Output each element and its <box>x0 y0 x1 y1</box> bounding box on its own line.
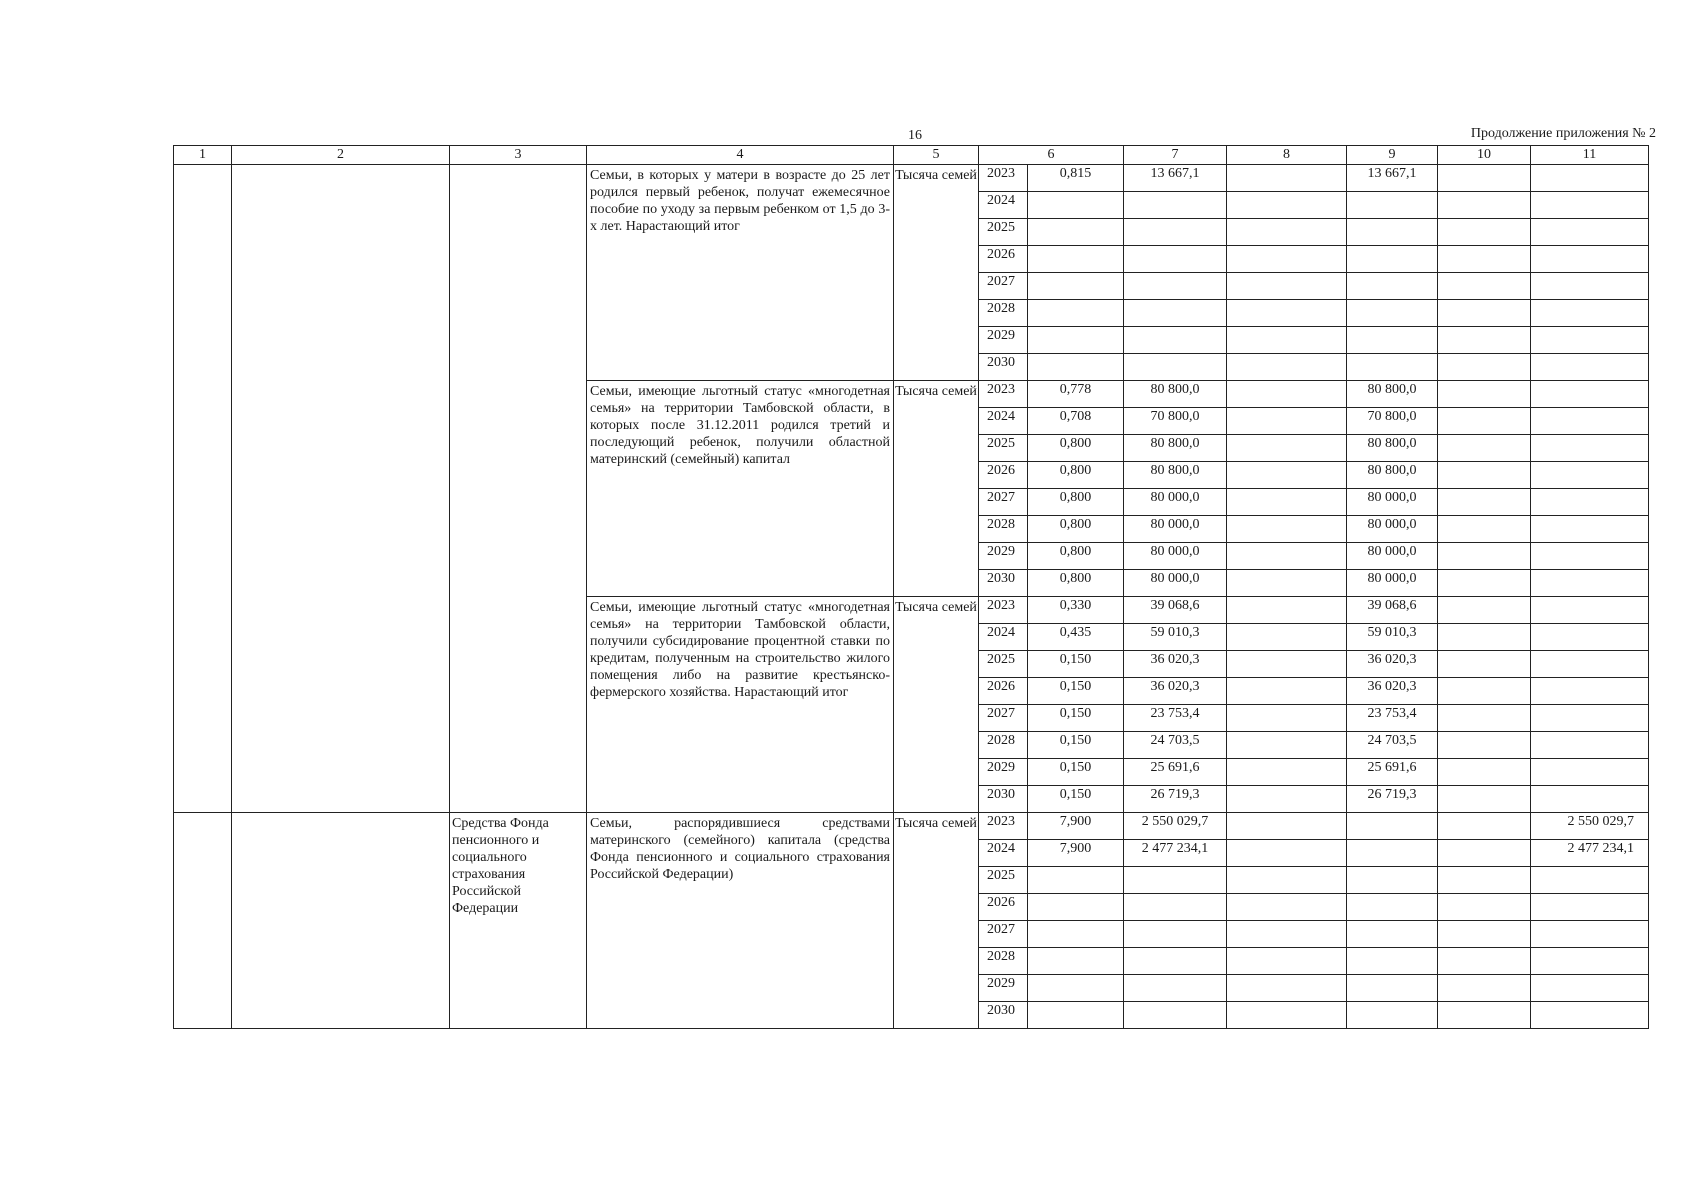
value-cell-11 <box>1531 327 1649 354</box>
year-cell: 2026 <box>979 678 1028 705</box>
value-cell-8 <box>1227 624 1347 651</box>
value-cell-6: 0,800 <box>1028 543 1124 570</box>
indicator-description: Семьи, имеющие льготный статус «многодетная семья» на территории Тамбовской области, в которых после 31.12.2011 родился третий и последующий ребенок, получили областной материнский (семейный) капитал <box>587 381 894 597</box>
value-cell-8 <box>1227 165 1347 192</box>
value-cell-7 <box>1124 300 1227 327</box>
cell-col2 <box>232 165 450 813</box>
value-cell-7 <box>1124 894 1227 921</box>
cell-col1 <box>174 165 232 813</box>
value-cell-6 <box>1028 948 1124 975</box>
value-cell-9: 36 020,3 <box>1347 651 1438 678</box>
value-cell-6 <box>1028 867 1124 894</box>
value-cell-7: 36 020,3 <box>1124 651 1227 678</box>
value-cell-10 <box>1438 219 1531 246</box>
value-cell-9 <box>1347 273 1438 300</box>
value-cell-7: 36 020,3 <box>1124 678 1227 705</box>
column-header: 5 <box>894 146 979 165</box>
year-cell: 2028 <box>979 732 1028 759</box>
value-cell-9 <box>1347 867 1438 894</box>
value-cell-9 <box>1347 1002 1438 1029</box>
unit-cell: Тысяча семей <box>894 165 979 381</box>
value-cell-6 <box>1028 192 1124 219</box>
value-cell-11 <box>1531 705 1649 732</box>
value-cell-8 <box>1227 678 1347 705</box>
page-number: 16 <box>908 128 922 143</box>
value-cell-11 <box>1531 786 1649 813</box>
value-cell-10 <box>1438 489 1531 516</box>
value-cell-6: 0,435 <box>1028 624 1124 651</box>
column-header: 11 <box>1531 146 1649 165</box>
value-cell-8 <box>1227 246 1347 273</box>
value-cell-9 <box>1347 327 1438 354</box>
value-cell-8 <box>1227 300 1347 327</box>
value-cell-10 <box>1438 624 1531 651</box>
year-cell: 2029 <box>979 327 1028 354</box>
value-cell-10 <box>1438 894 1531 921</box>
value-cell-8 <box>1227 570 1347 597</box>
value-cell-7: 59 010,3 <box>1124 624 1227 651</box>
year-cell: 2029 <box>979 759 1028 786</box>
value-cell-10 <box>1438 570 1531 597</box>
value-cell-8 <box>1227 975 1347 1002</box>
value-cell-9: 13 667,1 <box>1347 165 1438 192</box>
value-cell-11 <box>1531 354 1649 381</box>
value-cell-8 <box>1227 921 1347 948</box>
value-cell-6 <box>1028 219 1124 246</box>
value-cell-7 <box>1124 975 1227 1002</box>
year-cell: 2023 <box>979 813 1028 840</box>
value-cell-11 <box>1531 597 1649 624</box>
value-cell-8 <box>1227 732 1347 759</box>
value-cell-6 <box>1028 1002 1124 1029</box>
year-cell: 2026 <box>979 462 1028 489</box>
unit-cell: Тысяча семей <box>894 597 979 813</box>
value-cell-10 <box>1438 597 1531 624</box>
value-cell-6: 0,708 <box>1028 408 1124 435</box>
value-cell-7: 25 691,6 <box>1124 759 1227 786</box>
value-cell-11 <box>1531 192 1649 219</box>
value-cell-9: 80 000,0 <box>1347 543 1438 570</box>
value-cell-7: 2 477 234,1 <box>1124 840 1227 867</box>
year-cell: 2023 <box>979 381 1028 408</box>
value-cell-6 <box>1028 975 1124 1002</box>
value-cell-9 <box>1347 300 1438 327</box>
year-cell: 2025 <box>979 651 1028 678</box>
unit-cell: Тысяча семей <box>894 381 979 597</box>
value-cell-7: 70 800,0 <box>1124 408 1227 435</box>
value-cell-6: 0,815 <box>1028 165 1124 192</box>
value-cell-10 <box>1438 408 1531 435</box>
value-cell-11 <box>1531 219 1649 246</box>
column-header: 7 <box>1124 146 1227 165</box>
year-cell: 2028 <box>979 948 1028 975</box>
year-cell: 2026 <box>979 894 1028 921</box>
value-cell-8 <box>1227 462 1347 489</box>
value-cell-9 <box>1347 840 1438 867</box>
value-cell-7: 80 800,0 <box>1124 381 1227 408</box>
value-cell-10 <box>1438 948 1531 975</box>
source-cell: Средства Фонда пенсионного и социального страхования Российской Федерации <box>450 813 587 1029</box>
value-cell-8 <box>1227 327 1347 354</box>
value-cell-11 <box>1531 435 1649 462</box>
value-cell-11: 2 477 234,1 <box>1531 840 1649 867</box>
value-cell-6: 0,800 <box>1028 462 1124 489</box>
value-cell-8 <box>1227 354 1347 381</box>
value-cell-10 <box>1438 327 1531 354</box>
value-cell-7: 13 667,1 <box>1124 165 1227 192</box>
value-cell-6 <box>1028 921 1124 948</box>
year-cell: 2027 <box>979 921 1028 948</box>
value-cell-11 <box>1531 759 1649 786</box>
value-cell-8 <box>1227 840 1347 867</box>
column-header: 4 <box>587 146 894 165</box>
year-cell: 2023 <box>979 165 1028 192</box>
year-cell: 2025 <box>979 867 1028 894</box>
value-cell-10 <box>1438 705 1531 732</box>
value-cell-6 <box>1028 246 1124 273</box>
value-cell-9: 80 000,0 <box>1347 489 1438 516</box>
value-cell-9: 36 020,3 <box>1347 678 1438 705</box>
value-cell-6 <box>1028 354 1124 381</box>
year-cell: 2029 <box>979 543 1028 570</box>
value-cell-6: 0,330 <box>1028 597 1124 624</box>
year-cell: 2026 <box>979 246 1028 273</box>
value-cell-6: 0,800 <box>1028 435 1124 462</box>
value-cell-9 <box>1347 894 1438 921</box>
value-cell-7 <box>1124 192 1227 219</box>
value-cell-7: 24 703,5 <box>1124 732 1227 759</box>
unit-cell: Тысяча семей <box>894 813 979 1029</box>
value-cell-8 <box>1227 489 1347 516</box>
year-cell: 2024 <box>979 192 1028 219</box>
value-cell-6: 0,150 <box>1028 651 1124 678</box>
value-cell-11 <box>1531 678 1649 705</box>
appendix-label: Продолжение приложения № 2 <box>1470 126 1656 141</box>
value-cell-11 <box>1531 516 1649 543</box>
value-cell-10 <box>1438 921 1531 948</box>
value-cell-6 <box>1028 894 1124 921</box>
value-cell-11 <box>1531 651 1649 678</box>
year-cell: 2030 <box>979 1002 1028 1029</box>
value-cell-11 <box>1531 732 1649 759</box>
indicator-description: Семьи, в которых у матери в возрасте до 25 лет родился первый ребенок, получат ежемесячное пособие по уходу за первым ребенком от 1,5 до 3-х лет. Нарастающий итог <box>587 165 894 381</box>
year-cell: 2030 <box>979 786 1028 813</box>
value-cell-9: 23 753,4 <box>1347 705 1438 732</box>
year-cell: 2027 <box>979 489 1028 516</box>
table-body <box>174 165 1649 1029</box>
value-cell-6: 7,900 <box>1028 813 1124 840</box>
value-cell-8 <box>1227 894 1347 921</box>
column-header: 1 <box>174 146 232 165</box>
value-cell-10 <box>1438 678 1531 705</box>
value-cell-11 <box>1531 867 1649 894</box>
indicator-description: Семьи, имеющие льготный статус «многодетная семья» на территории Тамбовской области, получили субсидирование процентной ставки по кредитам, полученным на строительство жилого помещения либо на развитие крестьянско-фермерского хозяйства. Нарастающий итог <box>587 597 894 813</box>
value-cell-9: 24 703,5 <box>1347 732 1438 759</box>
column-number-row <box>174 146 1649 165</box>
column-header: 9 <box>1347 146 1438 165</box>
table-row <box>174 813 1649 840</box>
value-cell-11 <box>1531 408 1649 435</box>
value-cell-7: 39 068,6 <box>1124 597 1227 624</box>
value-cell-9 <box>1347 219 1438 246</box>
value-cell-11 <box>1531 948 1649 975</box>
value-cell-8 <box>1227 192 1347 219</box>
value-cell-11 <box>1531 543 1649 570</box>
value-cell-10 <box>1438 516 1531 543</box>
value-cell-8 <box>1227 705 1347 732</box>
column-header: 10 <box>1438 146 1531 165</box>
value-cell-7: 80 000,0 <box>1124 570 1227 597</box>
value-cell-11 <box>1531 246 1649 273</box>
value-cell-11 <box>1531 975 1649 1002</box>
value-cell-9: 70 800,0 <box>1347 408 1438 435</box>
value-cell-10 <box>1438 165 1531 192</box>
value-cell-11 <box>1531 1002 1649 1029</box>
value-cell-7: 26 719,3 <box>1124 786 1227 813</box>
value-cell-6: 7,900 <box>1028 840 1124 867</box>
value-cell-10 <box>1438 840 1531 867</box>
value-cell-10 <box>1438 786 1531 813</box>
value-cell-7 <box>1124 1002 1227 1029</box>
value-cell-7: 2 550 029,7 <box>1124 813 1227 840</box>
year-cell: 2028 <box>979 516 1028 543</box>
value-cell-7 <box>1124 327 1227 354</box>
value-cell-7 <box>1124 246 1227 273</box>
value-cell-11 <box>1531 570 1649 597</box>
value-cell-11 <box>1531 489 1649 516</box>
year-cell: 2028 <box>979 300 1028 327</box>
cell-col2 <box>232 813 450 1029</box>
value-cell-9: 26 719,3 <box>1347 786 1438 813</box>
value-cell-8 <box>1227 597 1347 624</box>
column-header: 6 <box>979 146 1124 165</box>
value-cell-6: 0,778 <box>1028 381 1124 408</box>
value-cell-6: 0,800 <box>1028 570 1124 597</box>
value-cell-11: 2 550 029,7 <box>1531 813 1649 840</box>
value-cell-10 <box>1438 354 1531 381</box>
table-row <box>174 165 1649 192</box>
year-cell: 2025 <box>979 219 1028 246</box>
value-cell-10 <box>1438 759 1531 786</box>
value-cell-11 <box>1531 381 1649 408</box>
value-cell-7: 80 800,0 <box>1124 462 1227 489</box>
value-cell-10 <box>1438 732 1531 759</box>
year-cell: 2024 <box>979 408 1028 435</box>
value-cell-7 <box>1124 921 1227 948</box>
value-cell-7: 80 000,0 <box>1124 489 1227 516</box>
value-cell-8 <box>1227 759 1347 786</box>
value-cell-11 <box>1531 624 1649 651</box>
value-cell-8 <box>1227 1002 1347 1029</box>
value-cell-6: 0,800 <box>1028 489 1124 516</box>
value-cell-11 <box>1531 462 1649 489</box>
value-cell-8 <box>1227 813 1347 840</box>
value-cell-9: 80 000,0 <box>1347 516 1438 543</box>
value-cell-7 <box>1124 273 1227 300</box>
year-cell: 2027 <box>979 705 1028 732</box>
value-cell-9 <box>1347 948 1438 975</box>
year-cell: 2029 <box>979 975 1028 1002</box>
value-cell-8 <box>1227 219 1347 246</box>
value-cell-11 <box>1531 921 1649 948</box>
value-cell-9 <box>1347 813 1438 840</box>
value-cell-7 <box>1124 219 1227 246</box>
column-header: 8 <box>1227 146 1347 165</box>
year-cell: 2024 <box>979 840 1028 867</box>
value-cell-6 <box>1028 300 1124 327</box>
value-cell-9: 25 691,6 <box>1347 759 1438 786</box>
value-cell-7: 23 753,4 <box>1124 705 1227 732</box>
value-cell-10 <box>1438 192 1531 219</box>
value-cell-9: 59 010,3 <box>1347 624 1438 651</box>
value-cell-9 <box>1347 975 1438 1002</box>
value-cell-9: 80 800,0 <box>1347 462 1438 489</box>
value-cell-11 <box>1531 165 1649 192</box>
value-cell-10 <box>1438 462 1531 489</box>
value-cell-10 <box>1438 543 1531 570</box>
value-cell-11 <box>1531 894 1649 921</box>
year-cell: 2030 <box>979 354 1028 381</box>
value-cell-6: 0,150 <box>1028 732 1124 759</box>
value-cell-10 <box>1438 867 1531 894</box>
value-cell-10 <box>1438 246 1531 273</box>
value-cell-10 <box>1438 975 1531 1002</box>
year-cell: 2027 <box>979 273 1028 300</box>
value-cell-8 <box>1227 651 1347 678</box>
value-cell-7 <box>1124 867 1227 894</box>
value-cell-6: 0,150 <box>1028 678 1124 705</box>
value-cell-9: 80 800,0 <box>1347 381 1438 408</box>
value-cell-7 <box>1124 948 1227 975</box>
indicator-description: Семьи, распорядившиеся средствами материнского (семейного) капитала (средства Фонда пенсионного и социального страхования Российской Федерации) <box>587 813 894 1029</box>
value-cell-7: 80 000,0 <box>1124 516 1227 543</box>
value-cell-8 <box>1227 867 1347 894</box>
value-cell-8 <box>1227 786 1347 813</box>
value-cell-10 <box>1438 813 1531 840</box>
year-cell: 2024 <box>979 624 1028 651</box>
value-cell-11 <box>1531 300 1649 327</box>
value-cell-8 <box>1227 948 1347 975</box>
value-cell-8 <box>1227 516 1347 543</box>
value-cell-10 <box>1438 1002 1531 1029</box>
value-cell-9: 80 000,0 <box>1347 570 1438 597</box>
cell-col1 <box>174 813 232 1029</box>
value-cell-8 <box>1227 408 1347 435</box>
column-header: 2 <box>232 146 450 165</box>
value-cell-6 <box>1028 273 1124 300</box>
value-cell-9 <box>1347 921 1438 948</box>
value-cell-9 <box>1347 354 1438 381</box>
value-cell-9: 80 800,0 <box>1347 435 1438 462</box>
value-cell-6: 0,800 <box>1028 516 1124 543</box>
value-cell-9: 39 068,6 <box>1347 597 1438 624</box>
value-cell-7: 80 000,0 <box>1124 543 1227 570</box>
column-header: 3 <box>450 146 587 165</box>
value-cell-8 <box>1227 543 1347 570</box>
value-cell-9 <box>1347 246 1438 273</box>
value-cell-9 <box>1347 192 1438 219</box>
value-cell-10 <box>1438 273 1531 300</box>
year-cell: 2030 <box>979 570 1028 597</box>
value-cell-10 <box>1438 300 1531 327</box>
value-cell-8 <box>1227 381 1347 408</box>
value-cell-10 <box>1438 435 1531 462</box>
value-cell-8 <box>1227 273 1347 300</box>
value-cell-10 <box>1438 381 1531 408</box>
source-cell <box>450 165 587 813</box>
value-cell-6: 0,150 <box>1028 705 1124 732</box>
value-cell-10 <box>1438 651 1531 678</box>
value-cell-6 <box>1028 327 1124 354</box>
year-cell: 2023 <box>979 597 1028 624</box>
value-cell-6: 0,150 <box>1028 786 1124 813</box>
value-cell-8 <box>1227 435 1347 462</box>
year-cell: 2025 <box>979 435 1028 462</box>
value-cell-11 <box>1531 273 1649 300</box>
value-cell-7 <box>1124 354 1227 381</box>
indicators-table <box>173 145 1649 1029</box>
value-cell-6: 0,150 <box>1028 759 1124 786</box>
value-cell-7: 80 800,0 <box>1124 435 1227 462</box>
